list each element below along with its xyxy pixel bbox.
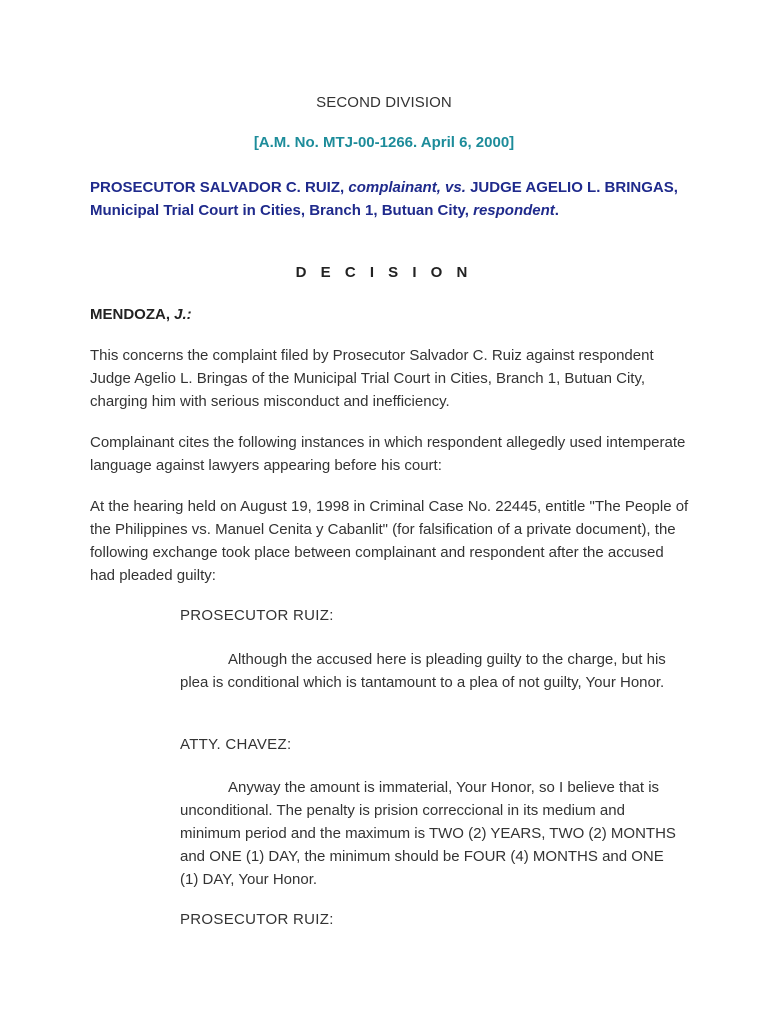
paragraph-hearing: At the hearing held on August 19, 1998 in Criminal Case No. 22445, entitle "The People of the Philippines vs. Manuel Cenita y Cabanlit" (for falsification of a private document), the following exchange took place between complainant and respondent after the accused had pleaded guilty: [90, 498, 689, 584]
transcript-speaker: PROSECUTOR RUIZ: [180, 911, 334, 928]
ponente-name: MENDOZA, [90, 306, 175, 323]
complainant-role: complainant [348, 179, 437, 196]
case-parties [90, 176, 690, 222]
case-number[interactable]: [A.M. No. MTJ-00-1266. April 6, 2000] [253, 134, 515, 151]
decision-title: D E C I S I O N [295, 264, 473, 281]
transcript-statement: Although the accused here is pleading guilty to the charge, but his plea is conditional which is tantamount to a plea of not guilty, Your Honor. [180, 651, 666, 691]
ponente-suffix: J.: [174, 306, 192, 323]
respondent-name: JUDGE AGELIO L. BRINGAS, Municipal Trial Court in Cities, Branch 1, Butuan City, [90, 179, 678, 219]
versus-label: , vs. [436, 179, 466, 196]
transcript-statement: Anyway the amount is immaterial, Your Honor, so I believe that is unconditional. The penalty is prision correccional in its medium and minimum period and the maximum is TWO (2) YEARS, TWO (2) MONTHS and ONE (1) DAY, the minimum should be FOUR (4) MONTHS and ONE (1) DAY, Your Honor. [180, 779, 676, 888]
transcript-speaker: PROSECUTOR RUIZ: [180, 607, 334, 624]
paragraph-instances: Complainant cites the following instances in which respondent allegedly used intemperate language against lawyers appearing before his court: [90, 434, 686, 474]
division-heading: SECOND DIVISION [316, 94, 452, 111]
paragraph-complaint: This concerns the complaint filed by Prosecutor Salvador C. Ruiz against respondent Judge Agelio L. Bringas of the Municipal Trial Court in Cities, Branch 1, Butuan City, charging him with serious misconduct and inefficiency. [90, 347, 654, 410]
respondent-role: respondent [473, 202, 555, 219]
transcript-speaker: ATTY. CHAVEZ: [180, 736, 292, 753]
ponente [90, 306, 192, 323]
parties-end: . [554, 202, 559, 219]
complainant-name: PROSECUTOR SALVADOR C. RUIZ, [90, 179, 349, 196]
